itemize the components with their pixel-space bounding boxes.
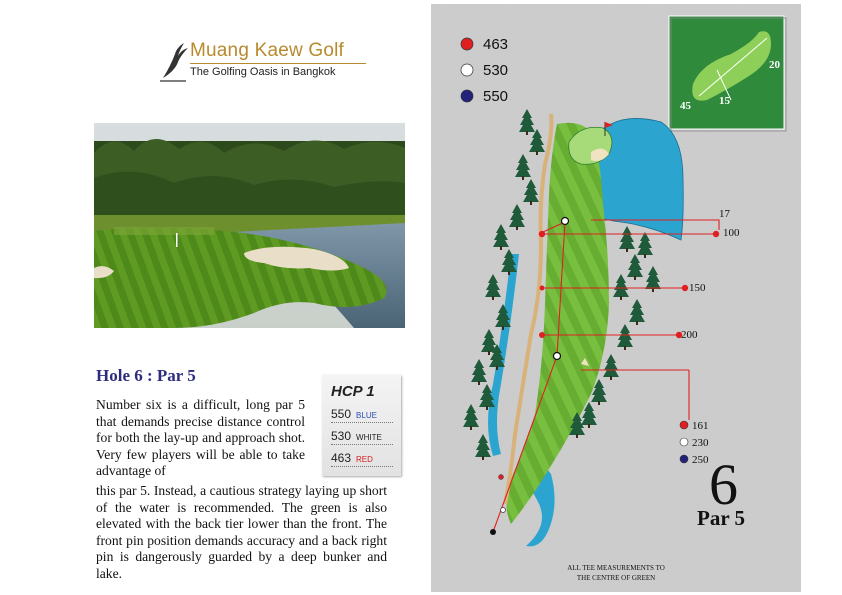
hole-par: Par 5 — [697, 506, 746, 530]
tee-name: BLUE — [356, 411, 377, 420]
white-tee-dot — [461, 64, 473, 76]
hole-heading: Hole 6 : Par 5 — [96, 366, 196, 385]
tee-name: WHITE — [356, 433, 382, 442]
hole-description-part2: this par 5. Instead, a cautious strategy laying up short of the water is recommended. The green is also elevated with the back tier lower than the front. The front pin position demands accuracy and a back right pin is dangerously guarded by a deep bunker and lake. — [96, 483, 387, 581]
logo-divider — [190, 63, 366, 64]
distance-100: 100 — [723, 227, 740, 239]
green-inset — [669, 16, 786, 131]
carry-blue: 250 — [692, 454, 709, 466]
footnote-line2: THE CENTRE OF GREEN — [576, 574, 656, 582]
hcp-card — [322, 375, 401, 476]
brand-name: Muang Kaew Golf — [190, 40, 345, 61]
red-tee-dot — [461, 38, 473, 50]
tee-row-white — [331, 429, 393, 445]
hole-description-part1: Number six is a difficult, long par 5 that demands precise distance control for both the lay-up and approach shot. Very few players will be able to take advantage of — [96, 397, 305, 478]
bird-icon — [160, 40, 190, 82]
distance-150: 150 — [689, 282, 706, 294]
hole-map — [431, 4, 801, 592]
legend-red-yards: 463 — [483, 36, 509, 53]
brand-logo — [160, 40, 360, 82]
tee-yards: 550 — [331, 407, 352, 421]
blue-tee-dot — [461, 90, 473, 102]
hcp-title: HCP 1 — [331, 383, 375, 400]
carry-red: 161 — [692, 420, 709, 432]
footnote-line1: ALL TEE MEASUREMENTS TO — [567, 564, 665, 572]
tee-name: RED — [356, 455, 373, 464]
distance-200: 200 — [681, 329, 698, 341]
carry-white: 230 — [692, 437, 709, 449]
distance-17: 17 — [719, 208, 730, 220]
tee-legend — [461, 36, 508, 105]
green-width-right: 15 — [719, 95, 730, 107]
legend-white-yards: 530 — [483, 62, 509, 79]
hole-number: 6 — [709, 452, 738, 517]
tee-yards: 463 — [331, 451, 352, 465]
brand-tagline: The Golfing Oasis in Bangkok — [190, 66, 336, 78]
carry-distances — [680, 420, 709, 466]
green-depth: 20 — [769, 59, 780, 71]
legend-blue-yards: 550 — [483, 88, 509, 105]
tee-yards: 530 — [331, 429, 352, 443]
tee-row-red — [331, 451, 393, 467]
tee-row-blue — [331, 407, 393, 423]
green-width-left: 45 — [680, 100, 691, 112]
hole-photo — [94, 123, 405, 328]
